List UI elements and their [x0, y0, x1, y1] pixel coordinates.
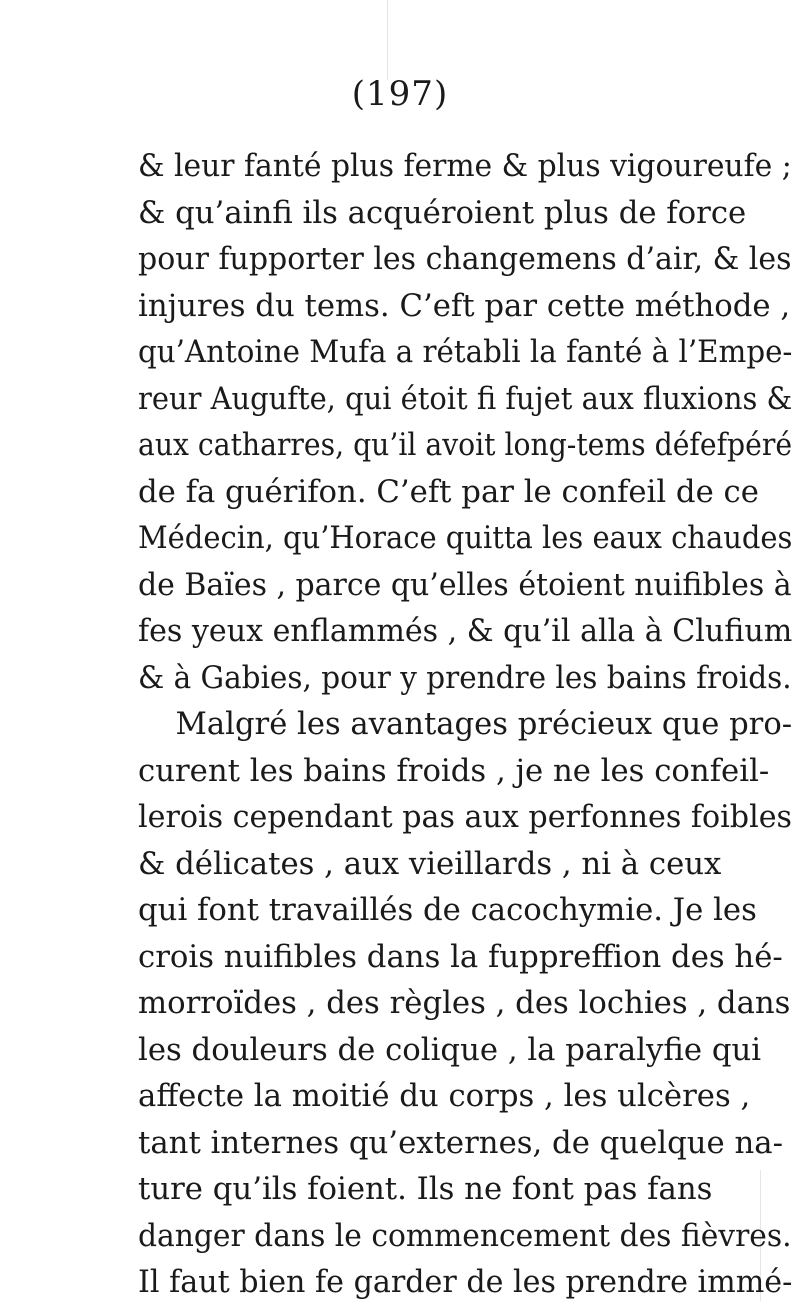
text-line: de fa guérifon. C’eft par le confeil de ce	[138, 473, 759, 510]
text-line: reur Augufte, qui étoit fi fujet aux fluxions &	[138, 380, 793, 417]
text-line: Il faut bien fe garder de les prendre immé-	[138, 1264, 793, 1300]
text-line: & délicates , aux vieillards , ni à ceux	[138, 845, 722, 882]
text-line: de Baïes , parce qu’elles étoient nuifibles à	[138, 566, 792, 603]
text-line: danger dans le commencement des fièvres.	[138, 1217, 792, 1254]
text-line: pour fupporter les changemens d’air, & les	[138, 241, 792, 277]
text-line: lerois cependant pas aux perfonnes foibles	[138, 799, 793, 835]
text-line: injures du tems. C’eft par cette méthode ,	[138, 287, 791, 324]
text-line: affecte la moitié du corps , les ulcères ,	[138, 1078, 751, 1114]
scan-line-mark	[387, 0, 388, 80]
text-line: les douleurs de colique , la paralyfie qui	[138, 1031, 762, 1068]
text-line: morroïdes , des règles , des lochies , dans	[138, 985, 791, 1021]
text-line: curent les bains froids , je ne les confeil-	[138, 752, 770, 789]
text-line: & qu’ainfi ils acquéroient plus de force	[138, 194, 747, 231]
text-line: fes yeux enflammés , & qu’il alla à Clufium	[138, 613, 793, 649]
text-line: & à Gabies, pour y prendre les bains froids.	[138, 659, 792, 696]
text-line: & leur fanté plus ferme & plus vigoureufe ;	[138, 148, 792, 184]
text-line: qu’Antoine Mufa a rétabli la fanté à l’Empe-	[138, 334, 793, 370]
text-line: ture qu’ils foient. Ils ne font pas fans	[138, 1171, 713, 1207]
text-line: crois nuifibles dans la fuppreffion des hé-	[138, 938, 783, 975]
text-line: aux catharres, qu’il avoit long-tems défefpéré	[138, 427, 793, 463]
text-line: tant internes qu’externes, de quelque na-	[138, 1124, 783, 1161]
text-line: qui font travaillés de cacochymie. Je les	[138, 892, 757, 928]
text-line: Malgré les avantages précieux que pro-	[175, 706, 793, 742]
body-text	[138, 143, 798, 1306]
text-line: Médecin, qu’Horace quitta les eaux chaudes	[138, 520, 793, 556]
page-number: (197)	[351, 74, 449, 114]
